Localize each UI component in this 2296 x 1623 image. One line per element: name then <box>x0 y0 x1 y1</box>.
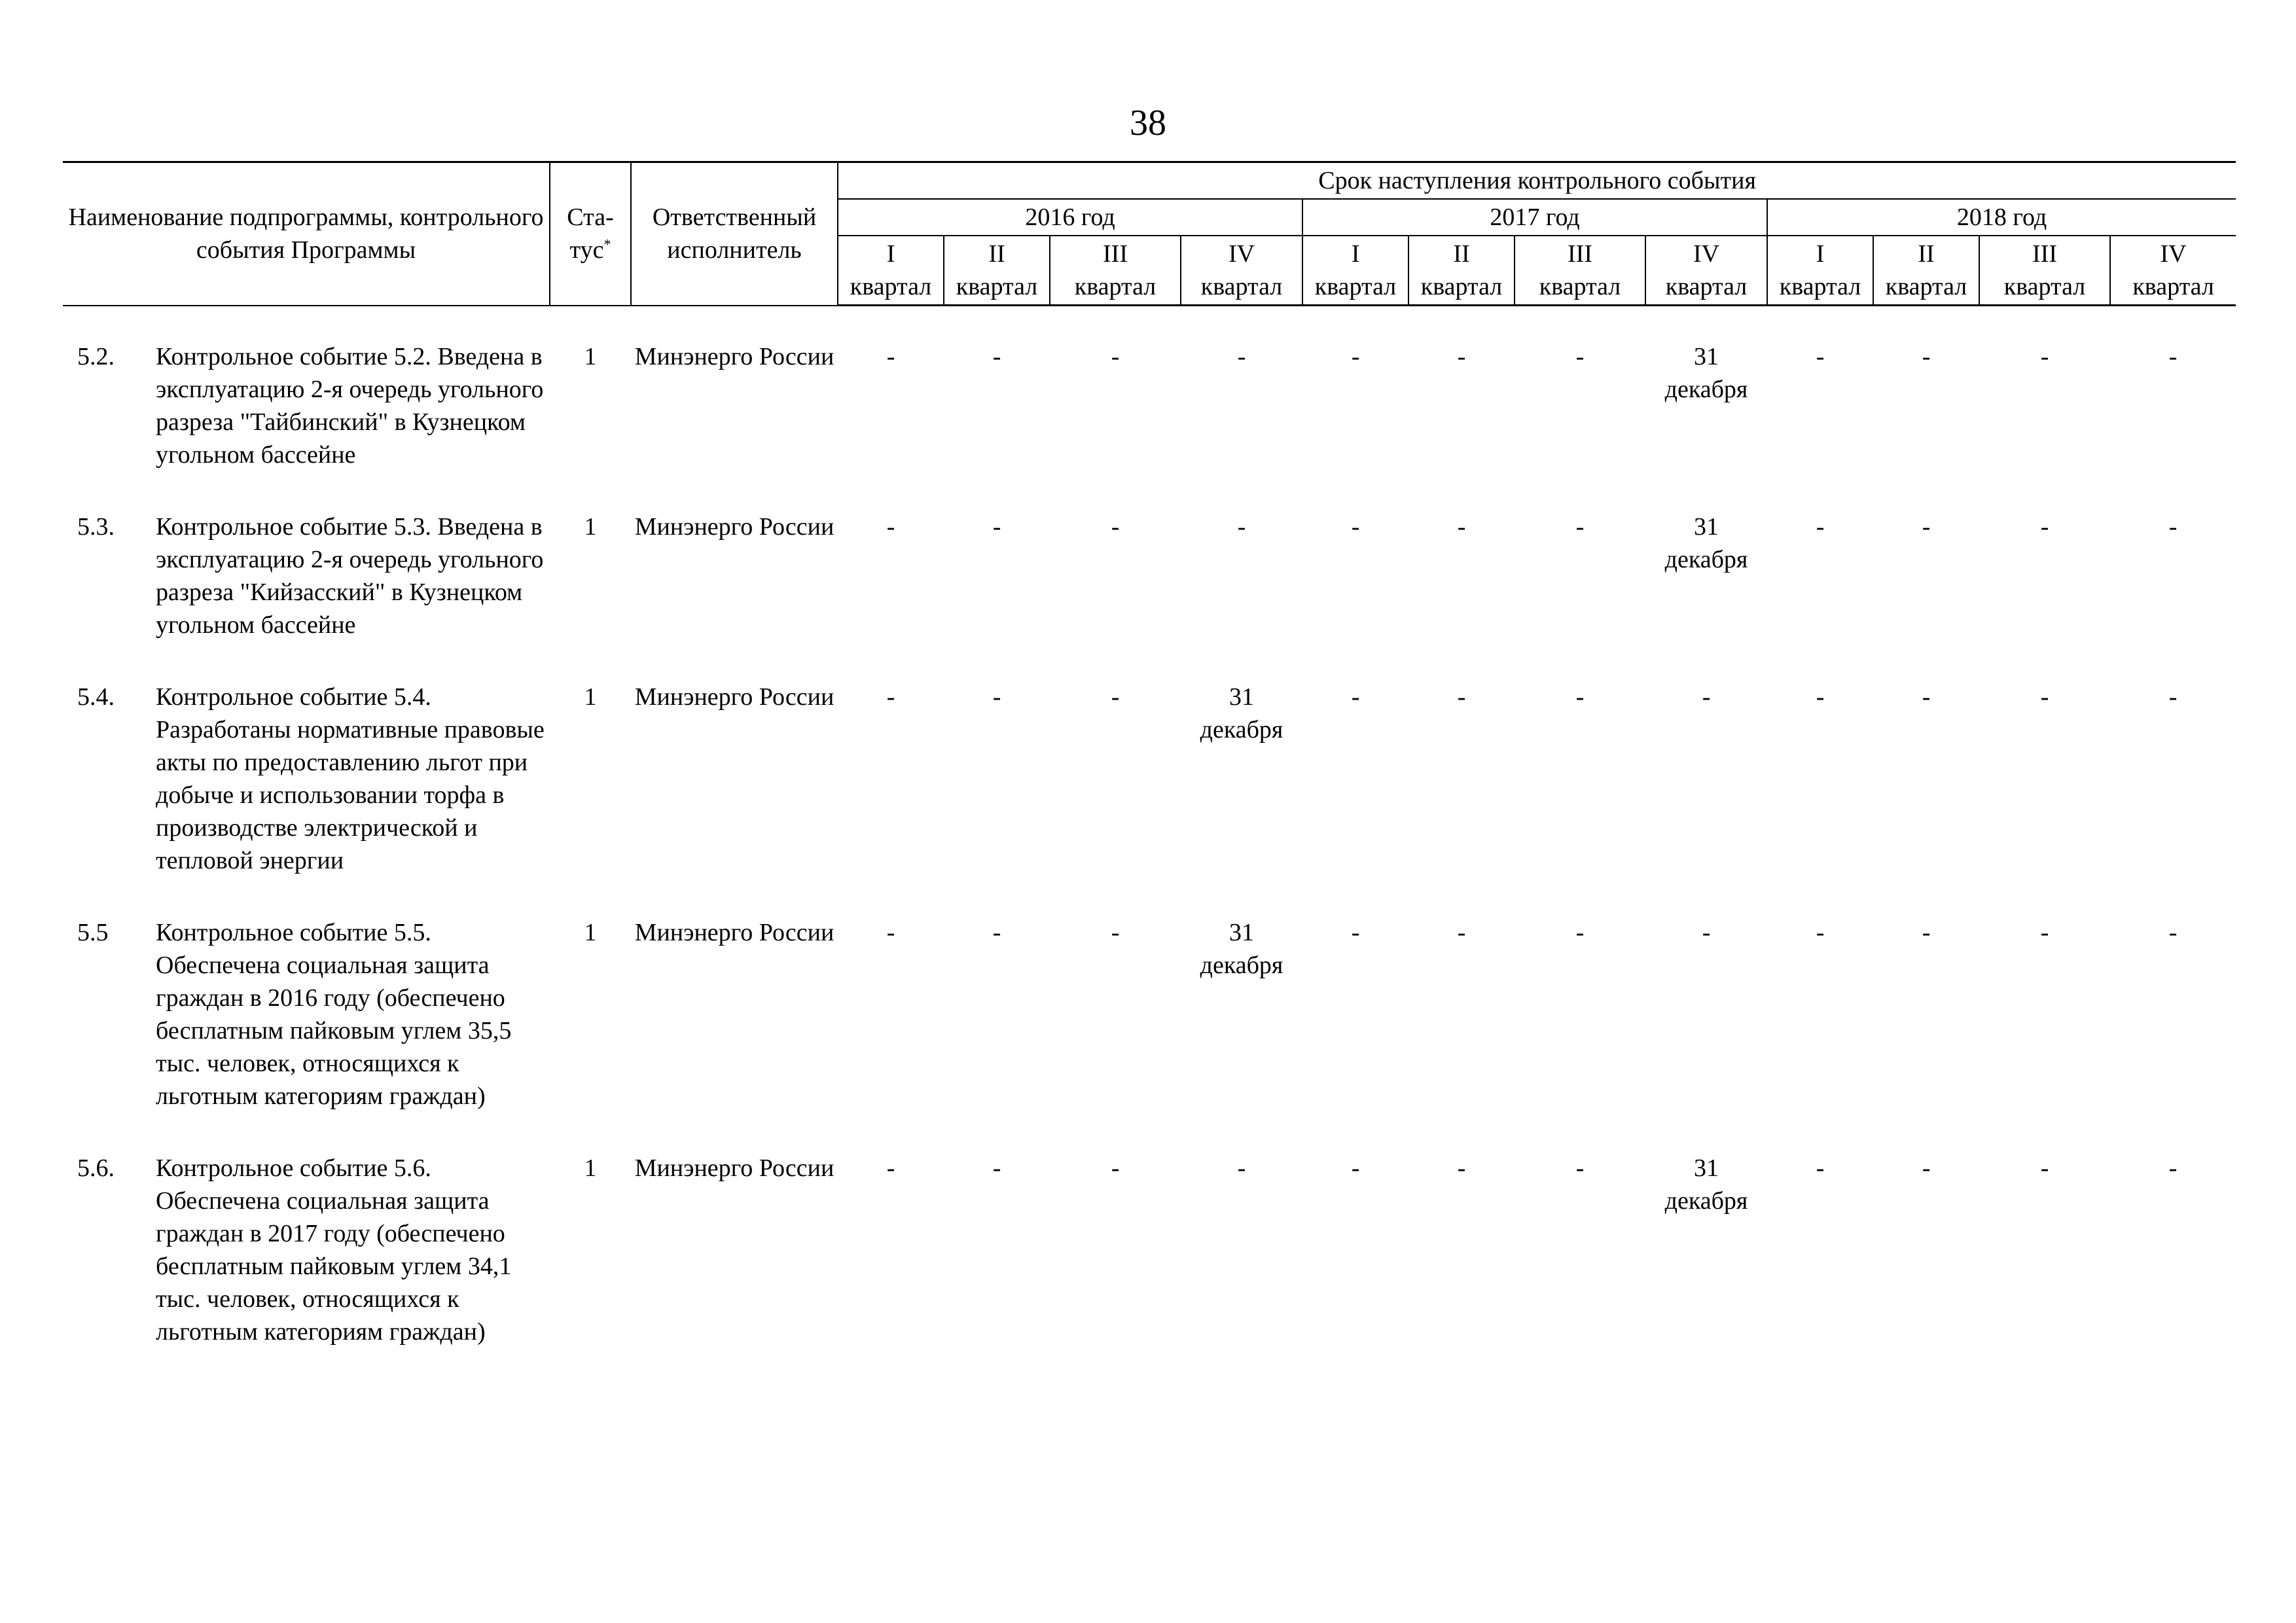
quarter-deadline: - <box>1457 513 1466 541</box>
header-quarter-word: квартал <box>1767 270 1873 306</box>
quarter-deadline: - <box>886 343 895 370</box>
quarter-deadline: - <box>2040 1154 2049 1182</box>
event-status: 1 <box>584 919 597 946</box>
quarter-deadline: - <box>1457 683 1466 711</box>
quarter-deadline: 31 декабря <box>1200 683 1283 743</box>
row-number: 5.6. <box>77 1154 115 1182</box>
event-name: Контрольное событие 5.3. Введена в эксплуатацию 2-я очередь угольного разреза "Кийзасский" в Кузнецком угольном бассейне <box>156 513 544 639</box>
quarter-deadline: - <box>1922 919 1931 946</box>
quarter-deadline: - <box>1922 343 1931 370</box>
responsible-executor: Минэнерго России <box>634 919 834 946</box>
header-quarter-numeral: IV <box>1181 236 1302 270</box>
quarter-deadline: - <box>1237 343 1246 370</box>
quarter-deadline: - <box>886 683 895 711</box>
header-quarter-word: квартал <box>1181 270 1302 306</box>
header-quarter-numeral: IV <box>1645 236 1767 270</box>
quarter-deadline: - <box>2168 343 2178 370</box>
header-status-column <box>550 162 631 306</box>
quarter-deadline: - <box>992 513 1001 541</box>
row-number: 5.5 <box>77 919 109 946</box>
quarter-deadline: - <box>1111 513 1120 541</box>
event-status: 1 <box>584 343 597 370</box>
quarter-deadline: - <box>1702 919 1711 946</box>
header-quarter-numeral: IV <box>2110 236 2236 270</box>
quarter-deadline: - <box>2040 513 2049 541</box>
quarter-deadline: - <box>2040 343 2049 370</box>
table-header <box>63 162 2236 306</box>
quarter-deadline: - <box>1816 343 1825 370</box>
quarter-deadline: 31 декабря <box>1664 513 1748 573</box>
header-quarter-numeral: III <box>1979 236 2110 270</box>
header-year-2016: 2016 год <box>838 199 1302 236</box>
quarter-deadline: - <box>992 1154 1001 1182</box>
quarter-deadline: - <box>1111 1154 1120 1182</box>
header-quarter-word: квартал <box>2110 270 2236 306</box>
header-deadline-group: Срок наступления контрольного события <box>838 162 2236 200</box>
quarter-deadline: - <box>2040 919 2049 946</box>
responsible-executor: Минэнерго России <box>634 343 834 370</box>
quarter-deadline: - <box>992 683 1001 711</box>
quarter-deadline: - <box>1922 1154 1931 1182</box>
header-status-mark: * <box>603 236 611 253</box>
quarter-deadline: - <box>2168 1154 2178 1182</box>
quarter-deadline: - <box>1351 513 1360 541</box>
event-name: Контрольное событие 5.6. Обеспечена социальная защита граждан в 2017 году (обеспечено бесплатным пайковым углем 34,1 тыс. человек, относящихся к льготным категориям граждан) <box>156 1154 512 1346</box>
quarter-deadline: - <box>886 513 895 541</box>
header-year-2018: 2018 год <box>1767 199 2236 236</box>
header-quarter-numeral: I <box>838 236 944 270</box>
header-quarter-word: квартал <box>1050 270 1181 306</box>
header-name-text: Наименование подпрограммы, контрольного события Программы <box>68 204 544 264</box>
quarter-deadline: - <box>1575 683 1585 711</box>
header-quarter-word: квартал <box>1408 270 1515 306</box>
quarter-deadline: - <box>2168 513 2178 541</box>
table-row <box>63 510 2236 681</box>
quarter-deadline: - <box>1351 1154 1360 1182</box>
quarter-deadline: - <box>886 919 895 946</box>
header-quarter-numeral: II <box>1408 236 1515 270</box>
event-name: Контрольное событие 5.5. Обеспечена социальная защита граждан в 2016 году (обеспечено бесплатным пайковым углем 35,5 тыс. человек, относящихся к льготным категориям граждан) <box>156 919 512 1110</box>
header-quarter-word: квартал <box>1645 270 1767 306</box>
quarter-deadline: - <box>1575 343 1585 370</box>
quarter-deadline: - <box>1575 513 1585 541</box>
header-quarter-word: квартал <box>944 270 1050 306</box>
quarter-deadline: - <box>1457 1154 1466 1182</box>
header-spacer-row <box>63 306 2236 341</box>
quarter-deadline: - <box>1575 919 1585 946</box>
quarter-deadline: - <box>992 343 1001 370</box>
responsible-executor: Минэнерго России <box>634 1154 834 1182</box>
responsible-executor: Минэнерго России <box>634 513 834 541</box>
quarter-deadline: - <box>1237 513 1246 541</box>
header-year-2017: 2017 год <box>1302 199 1767 236</box>
quarter-deadline: - <box>1816 1154 1825 1182</box>
header-quarter-numeral: III <box>1050 236 1181 270</box>
header-responsible-text: Ответственный исполнитель <box>652 204 817 264</box>
quarter-deadline: - <box>1816 513 1825 541</box>
quarter-deadline: 31 декабря <box>1200 919 1283 979</box>
header-quarter-word: квартал <box>1873 270 1979 306</box>
quarter-deadline: - <box>1111 683 1120 711</box>
quarter-deadline: - <box>992 919 1001 946</box>
quarter-deadline: - <box>1351 343 1360 370</box>
quarter-deadline: - <box>886 1154 895 1182</box>
header-quarter-word: квартал <box>1979 270 2110 306</box>
table-row <box>63 916 2236 1152</box>
quarter-deadline: - <box>1457 919 1466 946</box>
row-number: 5.2. <box>77 343 115 370</box>
header-status-text: Ста- тус <box>567 204 614 264</box>
header-quarter-numeral: I <box>1767 236 1873 270</box>
event-name: Контрольное событие 5.2. Введена в эксплуатацию 2-я очередь угольного разреза "Тайбинский" в Кузнецком угольном бассейне <box>156 343 544 469</box>
quarter-deadline: - <box>1237 1154 1246 1182</box>
header-quarter-word: квартал <box>1515 270 1645 306</box>
control-events-table <box>63 161 2236 1387</box>
header-quarter-numeral: II <box>1873 236 1979 270</box>
header-name-column <box>63 162 550 306</box>
responsible-executor: Минэнерго России <box>634 683 834 711</box>
table-row <box>63 340 2236 510</box>
page-number: 38 <box>1130 103 1166 143</box>
event-status: 1 <box>584 1154 597 1182</box>
quarter-deadline: - <box>1575 1154 1585 1182</box>
header-quarter-numeral: II <box>944 236 1050 270</box>
quarter-deadline: - <box>1457 343 1466 370</box>
header-quarter-numeral: III <box>1515 236 1645 270</box>
quarter-deadline: - <box>1351 683 1360 711</box>
quarter-deadline: - <box>1816 919 1825 946</box>
schedule-table-container <box>63 161 2236 1387</box>
table-row <box>63 1152 2236 1387</box>
header-quarter-word: квартал <box>838 270 944 306</box>
quarter-deadline: - <box>1702 683 1711 711</box>
quarter-deadline: - <box>2168 919 2178 946</box>
quarter-deadline: 31 декабря <box>1664 343 1748 403</box>
table-row <box>63 681 2236 916</box>
event-name: Контрольное событие 5.4. Разработаны нормативные правовые акты по предоставлению льгот при добыче и использовании торфа в производстве электрической и тепловой энергии <box>156 683 545 874</box>
quarter-deadline: - <box>1922 513 1931 541</box>
event-status: 1 <box>584 683 597 711</box>
quarter-deadline: - <box>1111 919 1120 946</box>
event-status: 1 <box>584 513 597 541</box>
quarter-deadline: - <box>2168 683 2178 711</box>
quarter-deadline: - <box>1111 343 1120 370</box>
header-quarter-word: квартал <box>1302 270 1408 306</box>
quarter-deadline: - <box>2040 683 2049 711</box>
header-quarter-numeral: I <box>1302 236 1408 270</box>
row-number: 5.4. <box>77 683 115 711</box>
table-body <box>63 306 2236 1388</box>
quarter-deadline: - <box>1922 683 1931 711</box>
quarter-deadline: - <box>1351 919 1360 946</box>
quarter-deadline: 31 декабря <box>1664 1154 1748 1215</box>
header-responsible-column <box>631 162 838 306</box>
row-number: 5.3. <box>77 513 115 541</box>
quarter-deadline: - <box>1816 683 1825 711</box>
